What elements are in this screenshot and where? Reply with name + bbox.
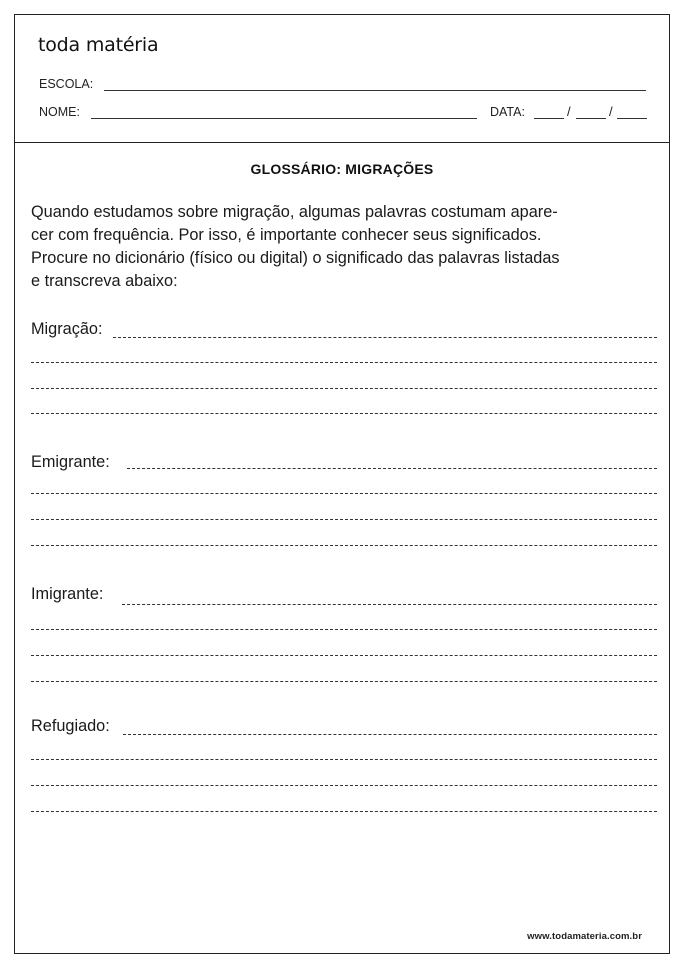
name-label: NOME:: [39, 105, 80, 119]
answer-line[interactable]: [31, 545, 657, 546]
brand-logo: toda matéria: [38, 34, 159, 56]
instructions-paragraph: [31, 201, 657, 293]
answer-line[interactable]: [31, 681, 657, 682]
date-separator-2: /: [609, 104, 613, 119]
answer-line[interactable]: [31, 493, 657, 494]
date-label: DATA:: [490, 105, 525, 119]
answer-line[interactable]: [31, 629, 657, 630]
worksheet-header: [15, 15, 669, 143]
date-year-line[interactable]: [617, 118, 647, 119]
school-line[interactable]: [104, 90, 646, 91]
term-label-emigrante: Emigrante:: [31, 453, 114, 472]
answer-line[interactable]: [113, 337, 657, 338]
instructions-line: Procure no dicionário (físico ou digital) o significado das palavras listadas: [31, 249, 560, 267]
date-separator-1: /: [567, 104, 571, 119]
worksheet-title: GLOSSÁRIO: MIGRAÇÕES: [250, 161, 434, 177]
answer-line[interactable]: [31, 759, 657, 760]
instructions-line: e transcreva abaixo:: [31, 272, 178, 290]
answer-line[interactable]: [122, 604, 657, 605]
name-line[interactable]: [91, 118, 477, 119]
answer-line[interactable]: [31, 413, 657, 414]
worksheet-page: [14, 14, 670, 954]
instructions-line: cer com frequência. Por isso, é importante conhecer seus significados.: [31, 226, 542, 244]
answer-line[interactable]: [31, 811, 657, 812]
school-label: ESCOLA:: [39, 77, 94, 91]
answer-line[interactable]: [123, 734, 657, 735]
answer-line[interactable]: [31, 519, 657, 520]
answer-line[interactable]: [127, 468, 657, 469]
date-day-line[interactable]: [534, 118, 564, 119]
answer-line[interactable]: [31, 362, 657, 363]
term-label-refugiado: Refugiado:: [31, 717, 114, 736]
footer-website: www.todamateria.com.br: [527, 931, 642, 942]
answer-line[interactable]: [31, 785, 657, 786]
term-label-migracao: Migração:: [31, 320, 107, 339]
answer-line[interactable]: [31, 655, 657, 656]
term-label-imigrante: Imigrante:: [31, 585, 107, 604]
instructions-line: Quando estudamos sobre migração, algumas palavras costumam apare-: [31, 203, 558, 221]
date-month-line[interactable]: [576, 118, 606, 119]
answer-line[interactable]: [31, 388, 657, 389]
